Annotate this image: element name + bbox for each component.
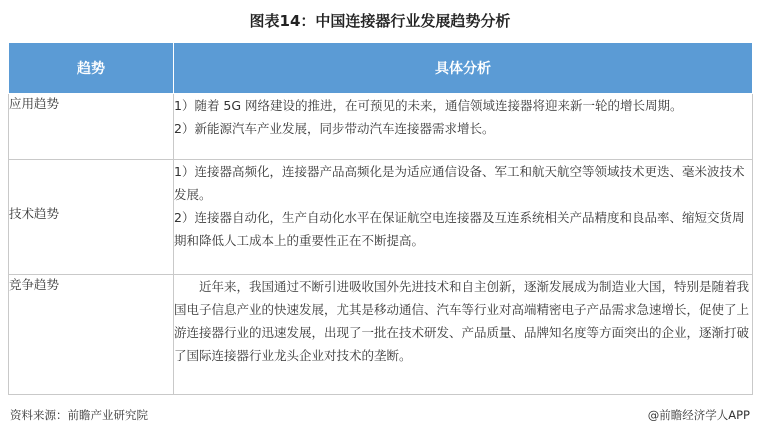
chart-title: 图表14：中国连接器行业发展趋势分析 — [249, 12, 511, 30]
trend-name-cell: 技术趋势 — [9, 160, 174, 275]
analysis-line: 1）连接器高频化，连接器产品高频化是为适应通信设备、军工和航天航空等领域技术更迭、毫米波技术发展。 — [174, 164, 745, 202]
analysis-line: 2）连接器自动化，生产自动化水平在保证航空电连接器及互连系统相关产品精度和良品率、缩短交货周期和降低人工成本上的重要性正在不断提高。 — [174, 210, 745, 248]
table-row — [9, 160, 753, 275]
brand-credit: @前瞻经济学人APP — [647, 408, 750, 422]
analysis-paragraph: 近年来，我国通过不断引进吸收国外先进技术和自主创新，逐渐发展成为制造业大国，特别是随着我国电子信息产业的快速发展，尤其是移动通信、汽车等行业对高端精密电子产品需求急速增长，促使了上游连接器行业的迅速发展，出现了一批在技术研发、产品质量、品牌知名度等方面突出的企业，逐渐打破了国际连接器行业龙头企业对技术的垄断。 — [174, 279, 750, 363]
table-header-row — [9, 43, 753, 94]
source-note: 资料来源：前瞻产业研究院 — [10, 408, 148, 422]
trend-analysis-table — [8, 42, 753, 395]
header-analysis: 具体分析 — [174, 43, 753, 94]
analysis-cell — [174, 94, 753, 160]
trend-name-cell: 竞争趋势 — [9, 275, 174, 395]
analysis-line: 1）随着 5G 网络建设的推进，在可预见的未来，通信领域连接器将迎来新一轮的增长周期。 — [174, 98, 683, 113]
header-trend: 趋势 — [9, 43, 174, 94]
analysis-cell — [174, 160, 753, 275]
table-row — [9, 275, 753, 395]
analysis-cell — [174, 275, 753, 395]
table-row — [9, 94, 753, 160]
analysis-line: 2）新能源汽车产业发展，同步带动汽车连接器需求增长。 — [174, 121, 495, 136]
trend-name-cell: 应用趋势 — [9, 94, 174, 160]
